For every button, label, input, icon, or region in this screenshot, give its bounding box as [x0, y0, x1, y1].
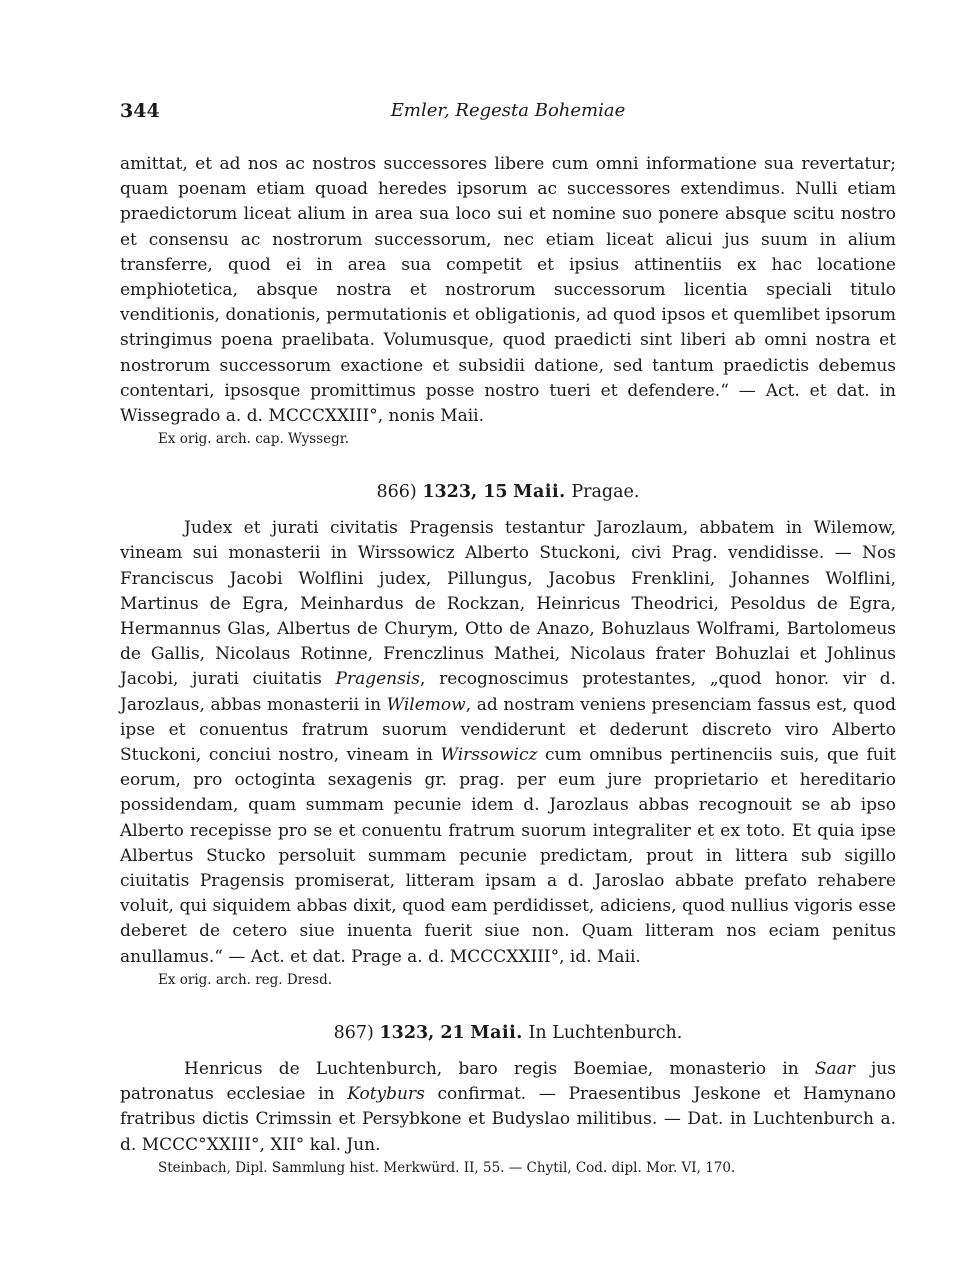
continuation-text: amittat, et ad nos ac nostros successores libere cum omni informatione sua revertatur; quam poenam etiam quoad heredes ipsorum ac successores extendimus. Nulli etiam praedictorum liceat alium in area sua loco sui et nomine suo ponere absque scitu nostro et consensu ac nostrorum successorum, nec etiam liceat alicui jus suum in alium transferre, quod ei in area sua competit et ipsius attinentiis ex hac locatione emphiotetica, absque nostra et nostrorum successorum licentia speciali titulo venditionis, donationis, permutationis et obligationis, ad quod ipsos et quemlibet ipsorum stringimus poena praelibata. Volumusque, quod praedicti sint liberi ab omni nostra et nostrorum successorum exactione et subsidii datione, sed tantum praedictis debemus contentari, ipsosque promittimus posse nostro tueri et defendere.“ — Act. et dat. in Wissegrado a. d. MCCCXXIII°, nonis Maii. — [120, 154, 896, 427]
entry-866-text-part-4: cum omnibus pertinenciis suis, que fuit eorum, pro octoginta sexagenis gr. prag. per eum jure proprietario et hereditario possidendam, quam summam pecunie idem d. Jarozlaus abbas recognouit se ab ipso Alberto recepisse pro se et conuentu fratrum suorum integraliter et ex toto. Et quia ipse Albertus Stucko persoluit summam pecunie predictam, prout in littera sub sigillo ciuitatis Pragensis promiserat, litteram ipsam a d. Jaroslao abbate prefato rehabere voluit, qui siquidem abbas dixit, quod eam perdidisset, adiciens, quod nullius vigoris esse deberet de cetero siue inuenta fuerit siue non. Quam litteram nos eciam penitus anullamus.“ — Act. et dat. Prage a. d. MCCCXXIII°, id. Maii. — [120, 745, 896, 967]
page-number: 344 — [120, 100, 160, 122]
entry-866-text-part-1: Judex et jurati civitatis Pragensis testantur Jarozlaum, abbatem in Wilemow, vineam sui monasterii in Wirssowicz Alberto Stuckoni, civi Prag. vendidisse. — Nos Franciscus Jacobi Wolflini judex, Pillungus, Jacobus Frenklini, Johannes Wolflini, Martinus de Egra, Meinhardus de Rockzan, Heinricus Theodrici, Pesoldus de Egra, Hermannus Glas, Albertus de Churym, Otto de Anazo, Bohuzlaus Wolframi, Bartolomeus de Gallis, Nicolaus Rotinne, Frenczlinus Mathei, Nicolaus frater Bohuzlai et Johlinus Jacobi, jurati ciuitatis — [120, 518, 896, 690]
entry-866-italic-3: Wirssowicz — [440, 745, 538, 766]
entry-867-month: Maii. — [470, 1022, 523, 1043]
entry-866-date: 1323, 15 — [422, 482, 508, 503]
entry-867-text-part-1: Henricus de Luchtenburch, baro regis Boemiae, monasterio in — [184, 1058, 815, 1079]
page-header — [120, 100, 896, 130]
entry-867-heading — [120, 1023, 896, 1043]
entry-867-source: Steinbach, Dipl. Sammlung hist. Merkwürd. II, 55. — Chytil, Cod. dipl. Mor. VI, 170. — [158, 1159, 736, 1176]
entry-867-number: 867) — [333, 1022, 374, 1043]
document-page — [120, 100, 896, 1178]
entry-866-text-part-2: , recognoscimus protestantes, „quod honor. vir d. Jarozlaus, abbas monasterii in — [120, 669, 896, 715]
entry-867-text-part-2: jus patronatus ecclesiae in — [120, 1058, 896, 1105]
entry-866-heading — [120, 482, 896, 502]
entry-866-italic-1: Pragensis — [335, 669, 420, 690]
entry-867-place: In Luchtenburch. — [528, 1022, 683, 1043]
entry-867-text — [120, 1057, 896, 1158]
entry-867-italic-1: Saar — [814, 1058, 855, 1079]
entry-866-source: Ex orig. arch. reg. Dresd. — [158, 971, 333, 988]
running-title: Emler, Regesta Bohemiae — [390, 100, 626, 121]
entry-866-month: Maii. — [513, 482, 566, 503]
entry-866-place: Pragae. — [571, 482, 640, 503]
entry-866-text-part-3: , ad nostram veniens presenciam fassus est, quod ipse et conuentus fratrum suorum vendiderunt et dederunt discreto viro Alberto Stuckoni, conciui nostro, vineam in — [120, 694, 897, 766]
entry-867-italic-2: Kotyburs — [347, 1084, 425, 1105]
entry-866-text — [120, 516, 896, 970]
continuation-source: Ex orig. arch. cap. Wyssegr. — [158, 431, 350, 448]
entry-866-italic-2: Wilemow — [386, 694, 466, 715]
entry-866-number: 866) — [376, 482, 417, 503]
entry-867-text-part-3: confirmat. — Praesentibus Jeskone et Hamynano fratribus dictis Crimssin et Persybkone et Budyslao militibus. — Dat. in Luchtenburch a. d. MCCC°XXIII°, XII° kal. Jun. — [120, 1084, 896, 1155]
entry-867-date: 1323, 21 — [379, 1022, 465, 1043]
